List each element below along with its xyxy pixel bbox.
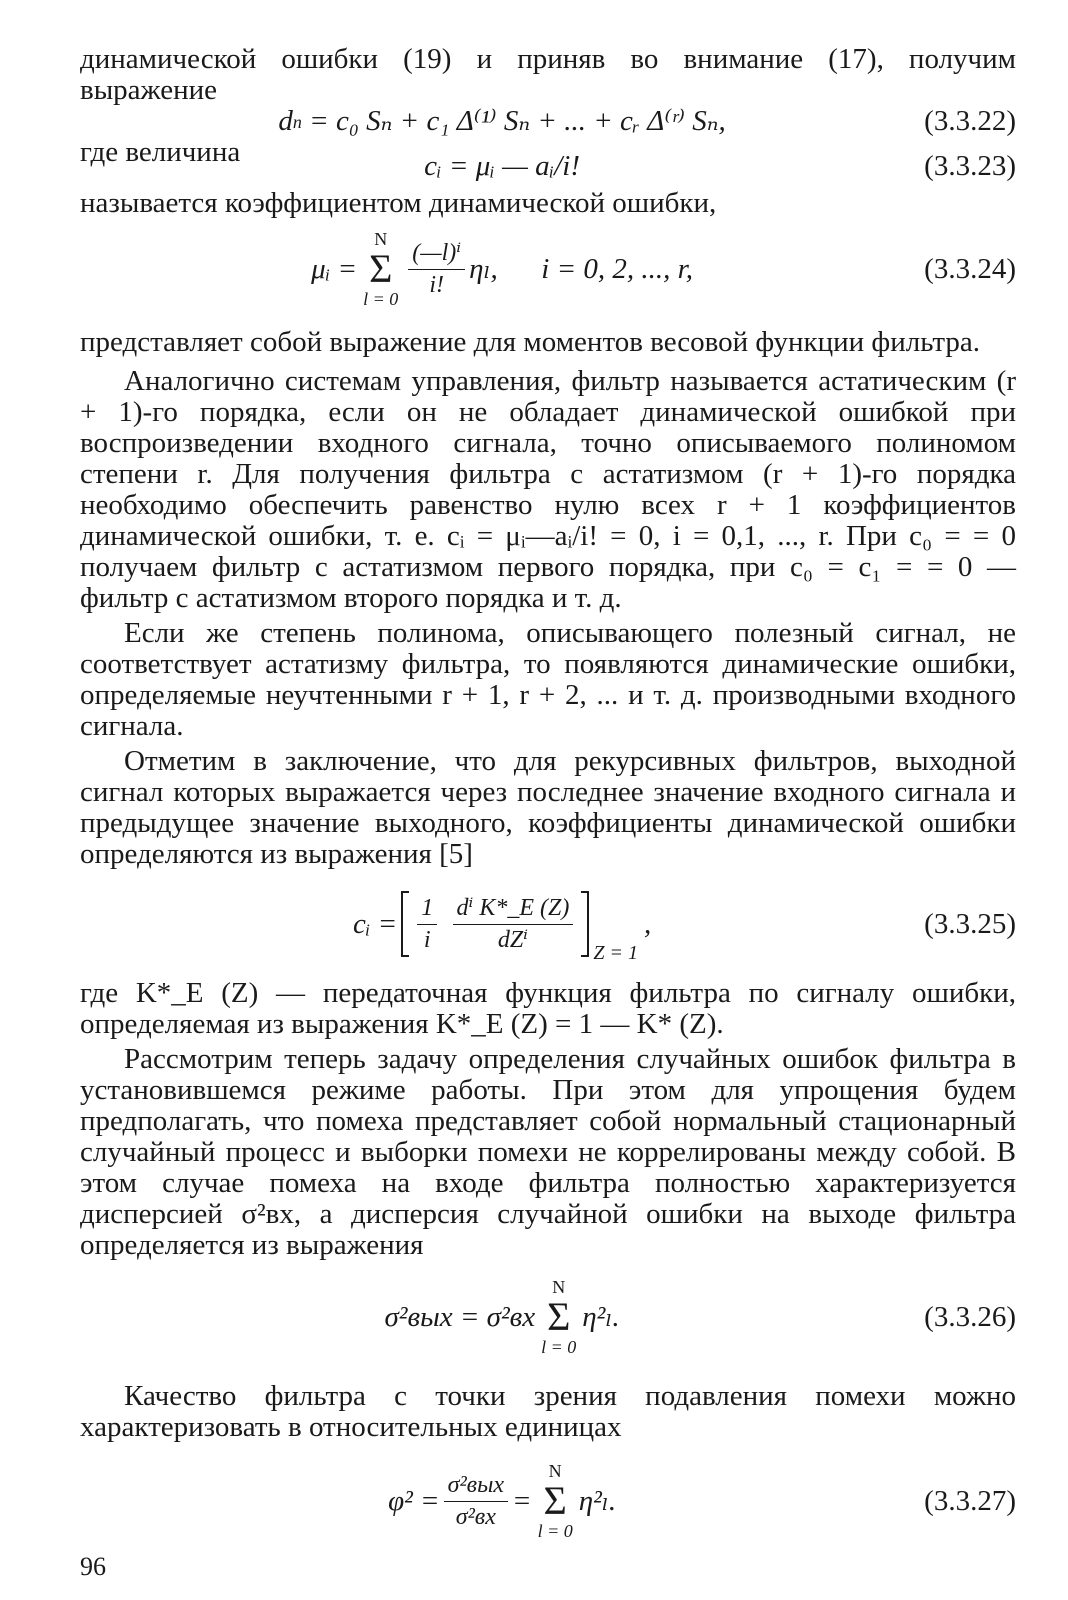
eq-3-3-27-after: η²ₗ. [578, 1484, 617, 1517]
eq-3-3-24-range: i = 0, 2, ..., r, [541, 252, 693, 285]
eq-3-3-25-trail: , [643, 907, 652, 940]
lead-text-gde-velichina: где величина [80, 136, 241, 168]
eq-3-3-27-lhs: φ² = [388, 1484, 440, 1517]
sum-symbol-3: N Σ l = 0 [537, 1461, 573, 1541]
eq-3-3-26-number: (3.3.26) [924, 1300, 1016, 1333]
fraction-1-numerator: 1 [417, 895, 437, 924]
page-number: 96 [80, 1552, 106, 1581]
equation-3-3-26 [80, 1269, 1016, 1365]
eq-3-3-24-number: (3.3.24) [924, 252, 1016, 285]
fraction-numerator: (—l)ⁱ [408, 240, 465, 269]
sum-3-lower-limit: l = 0 [537, 1521, 573, 1541]
paragraph-8: Рассмотрим теперь задачу определения случайных ошибок фильтра в установившемся режиме работы. При этом для упрощения будем предполагать, что помеха представляет собой нормальный стационарный случайный процесс и выборки помехи не коррелированы между собой. В этом случае помеха на входе фильтра полностью характеризуется дисперсией σ²вх, а дисперсия случайной ошибки на выходе фильтра определяется из выражения [80, 1043, 1016, 1261]
eq-3-3-22-number: (3.3.22) [924, 105, 1016, 137]
fraction-one-over-i [417, 895, 437, 953]
eq-3-3-26-after: η²ₗ. [582, 1300, 620, 1333]
eq-3-3-24-after: ηₗ, [469, 252, 498, 285]
fraction-sigma-ratio [444, 1472, 508, 1530]
paragraph-7: где K*_E (Z) — передаточная функция фильтра по сигналу ошибки, определяемая из выражения K*_E (Z) = 1 — K* (Z). [80, 977, 1016, 1040]
equation-3-3-27 [80, 1451, 1016, 1551]
fraction [408, 240, 465, 298]
eq-3-3-23-number: (3.3.23) [924, 150, 1016, 182]
sum-2-lower-limit: l = 0 [541, 1337, 577, 1357]
eq-3-3-27-number: (3.3.27) [924, 1484, 1016, 1517]
sum-lower-limit: l = 0 [363, 289, 399, 309]
eq-3-3-24-lhs: μᵢ = [311, 252, 358, 285]
eq-3-3-22-rhs: = c₀ Sₙ + c₁ Δ⁽¹⁾ Sₙ + ... + cᵣ Δ⁽ʳ⁾ Sₙ, [309, 105, 726, 137]
eq-3-3-27-equals: = [511, 1484, 532, 1517]
fraction-2-denominator: dZⁱ [497, 926, 528, 953]
equation-3-3-24 [80, 221, 1016, 317]
sum-upper-limit: N [374, 229, 388, 249]
fraction-1-denominator: i [423, 926, 431, 953]
eq-3-3-25-lhs: cᵢ = [352, 907, 398, 940]
sum-symbol-2: N Σ l = 0 [541, 1277, 577, 1357]
paragraph-6: Отметим в заключение, что для рекурсивных фильтров, выходной сигнал которых выражается через последнее значение входного сигнала и предыдущее значение выходного, коэффициенты динамической ошибки определяются из выражения [5] [80, 745, 1016, 870]
sum-2-upper-limit: N [552, 1277, 566, 1297]
sum-symbol: N Σ l = 0 [363, 229, 399, 309]
paragraph-4: Аналогично системам управления, фильтр называется астатическим (r + 1)-го порядка, если он не обладает динамической ошибкой при воспроизведении входного сигнала, точно описываемого полиномом степени r. Для получения фильтра с астатизмом (r + 1)-го порядка необходимо обеспечить равенство нулю всех r + 1 коэффициентов динамической ошибки, т. е. cᵢ = μᵢ—aᵢ/i! = 0, i = 0,1, ..., r. При c₀ = = 0 получаем фильтр с астатизмом первого порядка, при c₀ = c₁ = = 0 — фильтр с астатизмом второго порядка и т. д. [80, 365, 1016, 614]
equation-3-3-25 [80, 876, 1016, 972]
fraction-derivative [453, 895, 574, 953]
sum-3-upper-limit: N [548, 1461, 562, 1481]
square-brackets [401, 891, 589, 957]
paragraph-5: Если же степень полинома, описывающего полезный сигнал, не соответствует астатизму фильтра, то появляются динамические ошибки, определяемые неучтенными r + 1, r + 2, ... и т. д. производными входного сигнала. [80, 617, 1016, 742]
eq-3-3-25-number: (3.3.25) [924, 907, 1016, 940]
paragraph-1: динамической ошибки (19) и приняв во внимание (17), получим выражение [80, 43, 1016, 106]
paragraph-3: представляет собой выражение для моментов весовой функции фильтра. [80, 326, 980, 358]
fraction-denominator: i! [429, 271, 445, 298]
fraction-2-numerator: dⁱ K*_E (Z) [453, 895, 574, 924]
paragraph-9: Качество фильтра с точки зрения подавления помехи можно характеризовать в относительных единицах [80, 1380, 1016, 1443]
sigma-ratio-numerator: σ²вых [444, 1472, 508, 1501]
eq-3-3-25-limit: Z = 1 [593, 941, 638, 964]
eq-3-3-26-lhs: σ²вых = σ²вх [384, 1300, 536, 1333]
eq-3-3-22-lhs: d [278, 105, 293, 137]
equation-3-3-22: d n = c₀ Sₙ + c₁ Δ⁽¹⁾ Sₙ + ... + cᵣ Δ⁽ʳ⁾ Sₙ, (3.3.22) [278, 105, 1016, 137]
sigma-ratio-denominator: σ²вх [455, 1503, 496, 1530]
paragraph-2: называется коэффициентом динамической ошибки, [80, 187, 717, 219]
eq-3-3-23-body: cᵢ = μᵢ — aᵢ/i! [424, 150, 580, 182]
equation-3-3-23 [80, 136, 1016, 182]
